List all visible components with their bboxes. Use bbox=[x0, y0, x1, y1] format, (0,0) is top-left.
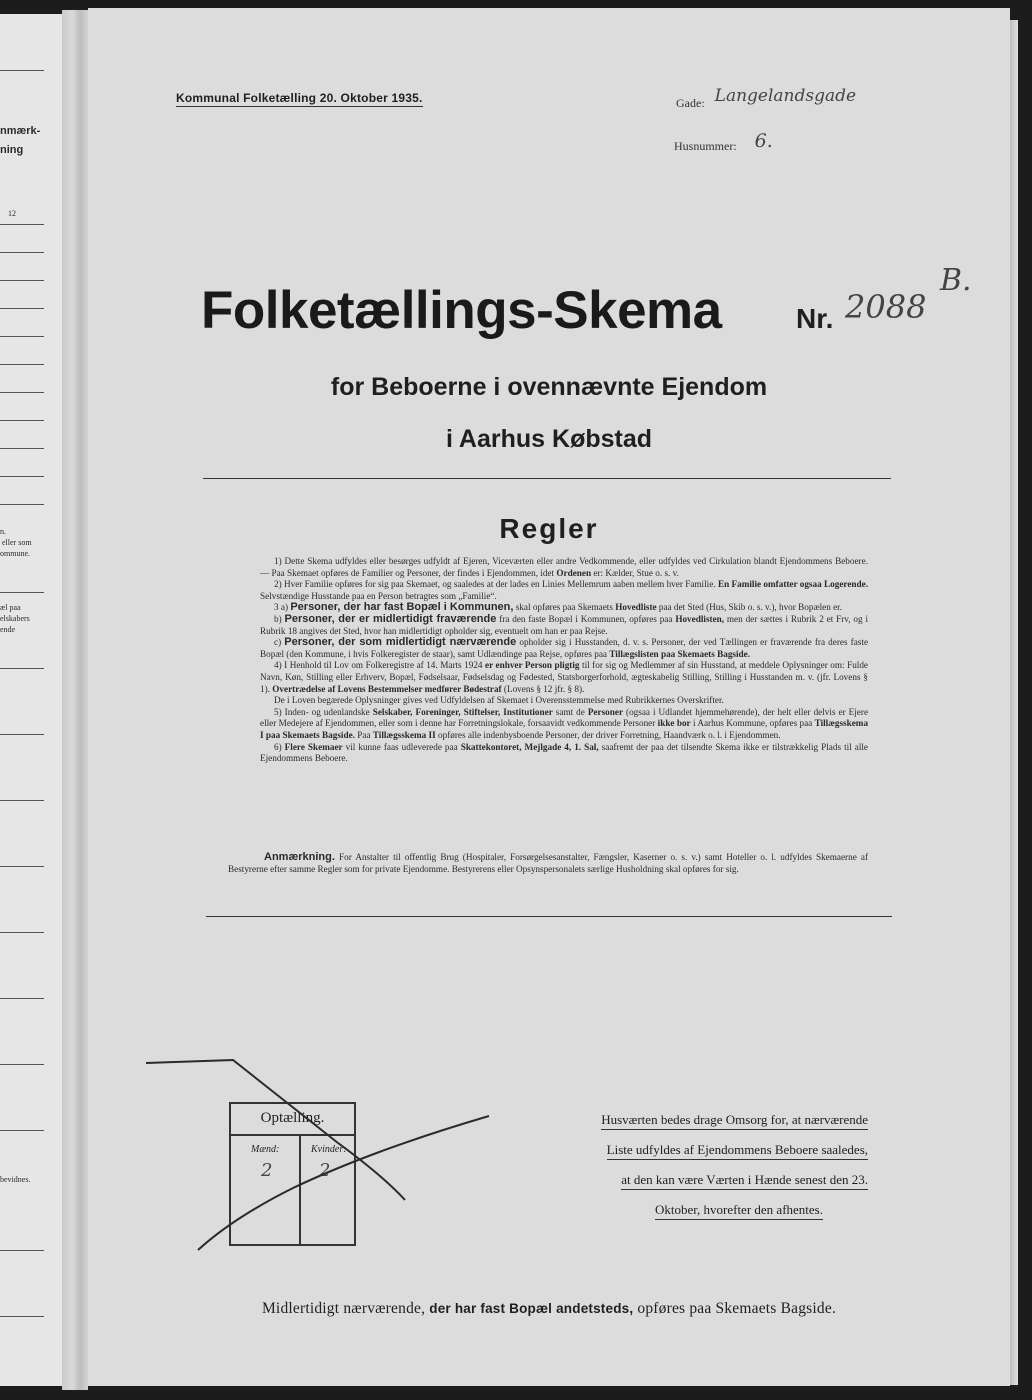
divider bbox=[0, 1250, 44, 1251]
divider bbox=[0, 932, 44, 933]
landlord-notice bbox=[523, 1107, 868, 1227]
rule-3b: b) Personer, der er midlertidigt fraværende fra den faste Bopæl i Kommunen, opføres paa Hovedlisten, men der sættes i Rubrik 2 et Frv, og i Rubrik 18 angives det Sted, hvor han midlertidigt opholder sig, eventuelt om han er paa Rejse. bbox=[260, 612, 869, 636]
street-value: Langelandsgade bbox=[714, 86, 857, 106]
form-number-suffix: B. bbox=[940, 263, 972, 298]
divider bbox=[0, 448, 44, 449]
left-fragment-1: n. eller som ommune. bbox=[0, 527, 32, 558]
left-heading: nmærk- ning bbox=[0, 125, 41, 156]
divider bbox=[0, 592, 44, 593]
cross-stroke-1 bbox=[146, 1060, 338, 1143]
divider bbox=[206, 916, 892, 917]
divider bbox=[203, 478, 891, 479]
census-form-page bbox=[88, 8, 1010, 1386]
left-fragment-2: æl paa elskabers ende bbox=[0, 603, 30, 634]
divider bbox=[0, 476, 44, 477]
notice-line-4: Oktober, hvorefter den afhentes. bbox=[655, 1201, 823, 1220]
men-label: Mænd: bbox=[251, 1144, 280, 1155]
rule-4b: De i Loven begærede Oplysninger gives ved Udfyldelsen af Skemaet i Overensstemmelse med Rubrikkernes Overskrifter. bbox=[274, 695, 724, 706]
note-text: For Anstalter til offentlig Brug (Hospitaler, Forsørgelsesanstalter, Fængsler, Kaserner o. s. v.) samt Hoteller o. l. udfyldes Skemaerne af Bestyrerne efter samme Regler som for private Ejendomme. Bestyrerens eller Opsynspersonalets særlige Husholdning skal opføres for sig. bbox=[228, 852, 868, 874]
footer-post: opføres paa Skemaets Bagside. bbox=[637, 1300, 837, 1317]
notice-line-2: Liste udfyldes af Ejendommens Beboere saaledes, bbox=[607, 1141, 868, 1160]
divider bbox=[0, 1064, 44, 1065]
divider bbox=[0, 224, 44, 225]
rule-2: 2) Hver Familie opføres for sig paa Skemaet, og saaledes at der lades en Linies Mellemrum aaben mellem hver Familie. En Familie omfatter ogsaa Logerende. Selvstændige Husstande paa en Person betragtes som „Familie“. bbox=[260, 579, 868, 601]
footer-note bbox=[88, 1300, 1010, 1318]
divider bbox=[0, 734, 44, 735]
women-count: 2 bbox=[319, 1160, 331, 1181]
house-label: Husnummer: bbox=[674, 139, 737, 153]
rule-1: 1) Dette Skema udfyldes eller besørges udfyldt af Ejeren, Viceværten eller andre Vedkommende, eller udfyldes ved Cirkulation blandt Ejendommens Beboere. — Paa Skemaet opføres de Familier og Personer, der findes i Ejendommen, idet Ordenen er: Kælder, Stue o. s. v. bbox=[260, 556, 868, 578]
divider bbox=[0, 1130, 44, 1131]
divider bbox=[0, 998, 44, 999]
divider bbox=[0, 504, 44, 505]
footer-bold: der har fast Bopæl andetsteds, bbox=[429, 1301, 634, 1316]
left-fragment-3: bevidnes. bbox=[0, 1175, 31, 1184]
divider bbox=[0, 70, 44, 71]
divider bbox=[0, 1316, 44, 1317]
rule-4: 4) I Henhold til Lov om Folkeregistre af 14. Marts 1924 er enhver Person pligtig til for sig og Medlemmer af sin Husstand, at meddele Oplysninger om: Fulde Navn, Køn, Stilling eller Erhverv, Bopæl, Fødselsaar, Fødselsdag og Fødested, Statsborgerforhold, ægteskabelig Stilling, Stilling i Husstanden m. v. (jfr. Lovens § 1). Overtrædelse af Lovens Bestemmelser medfører Bødestraf (Lovens § 12 jfr. § 8). bbox=[260, 660, 869, 694]
divider bbox=[0, 668, 44, 669]
divider bbox=[0, 364, 44, 365]
cross-stroke-2 bbox=[198, 1116, 489, 1250]
book-gutter bbox=[62, 10, 88, 1390]
note-paragraph bbox=[228, 851, 868, 875]
note-label: Anmærkning. bbox=[264, 851, 335, 863]
divider bbox=[0, 392, 44, 393]
house-value: 6. bbox=[754, 130, 773, 152]
form-title: Folketællings-Skema bbox=[201, 281, 722, 340]
street-label: Gade: bbox=[676, 96, 705, 110]
rule-3a: 3 a) Personer, der har fast Bopæl i Kommunen, skal opføres paa Skemaets Hovedliste paa det Sted (Hus, Skib o. s. v.), hvor Bopælen er. bbox=[274, 601, 843, 614]
divider bbox=[0, 800, 44, 801]
women-label: Kvinder: bbox=[311, 1144, 347, 1155]
census-header: Kommunal Folketælling 20. Oktober 1935. bbox=[176, 91, 423, 105]
rules-text bbox=[260, 556, 868, 765]
form-number-value: 2088 bbox=[845, 288, 927, 326]
left-col-number: 12 bbox=[8, 209, 16, 218]
form-subtitle-1: for Beboerne i ovennævnte Ejendom bbox=[330, 373, 768, 401]
page-edge bbox=[1010, 20, 1018, 1385]
left-page-fragment bbox=[0, 14, 62, 1386]
notice-line-3: at den kan være Værten i Hænde senest den 23. bbox=[621, 1171, 868, 1190]
cross-out-mark bbox=[143, 1058, 503, 1258]
count-box-title: Optælling. bbox=[260, 1110, 325, 1126]
cross-stroke-1b bbox=[338, 1143, 405, 1200]
form-number-label: Nr. bbox=[796, 303, 834, 334]
divider bbox=[0, 866, 44, 867]
divider bbox=[0, 336, 44, 337]
footer-pre: Midlertidigt nærværende, bbox=[261, 1300, 426, 1317]
divider bbox=[0, 252, 44, 253]
divider bbox=[0, 308, 44, 309]
men-count: 2 bbox=[261, 1160, 273, 1181]
rule-6: 6) Flere Skemaer vil kunne faas udleverede paa Skattekontoret, Mejlgade 4, 1. Sal, saafremt der paa det tilsendte Skema ikke er tilstrækkelig Plads til alle Ejendommens Beboere. bbox=[260, 741, 869, 764]
rule-5: 5) Inden- og udenlandske Selskaber, Foreninger, Stiftelser, Institutioner samt de Personer (ogsaa i Udlandet hjemmehørende), der helt eller delvis er Ejere eller Medejere af Ejendommen, eller som i denne har Forretningslokale, forsaavidt vedkommende Personer ikke bor i Aarhus Kommune, opføres paa Tillægsskema I paa Skemaets Bagside. Paa Tillægsskema II opføres alle indenbysboende Personer, der driver Forretning, Haandværk o. l. i Ejendommen. bbox=[260, 706, 869, 740]
rules-heading: Regler bbox=[499, 513, 599, 544]
house-number-field bbox=[674, 130, 773, 155]
form-subtitle-2: i Aarhus Købstad bbox=[445, 425, 653, 453]
notice-line-1: Husværten bedes drage Omsorg for, at nærværende bbox=[601, 1111, 868, 1130]
divider bbox=[0, 420, 44, 421]
divider bbox=[0, 280, 44, 281]
rule-3c: c) Personer, der som midlertidigt nærværende opholder sig i Husstanden, d. v. s. Personer, der ved Tællingen er fraværende fra deres faste Bopæl (den Kommune, i hvis Folkeregister de staar), samt Udlændinge paa Rejse, opføres paa Tillægslisten paa Skemaets Bagside. bbox=[260, 636, 869, 659]
street-field bbox=[676, 86, 857, 112]
